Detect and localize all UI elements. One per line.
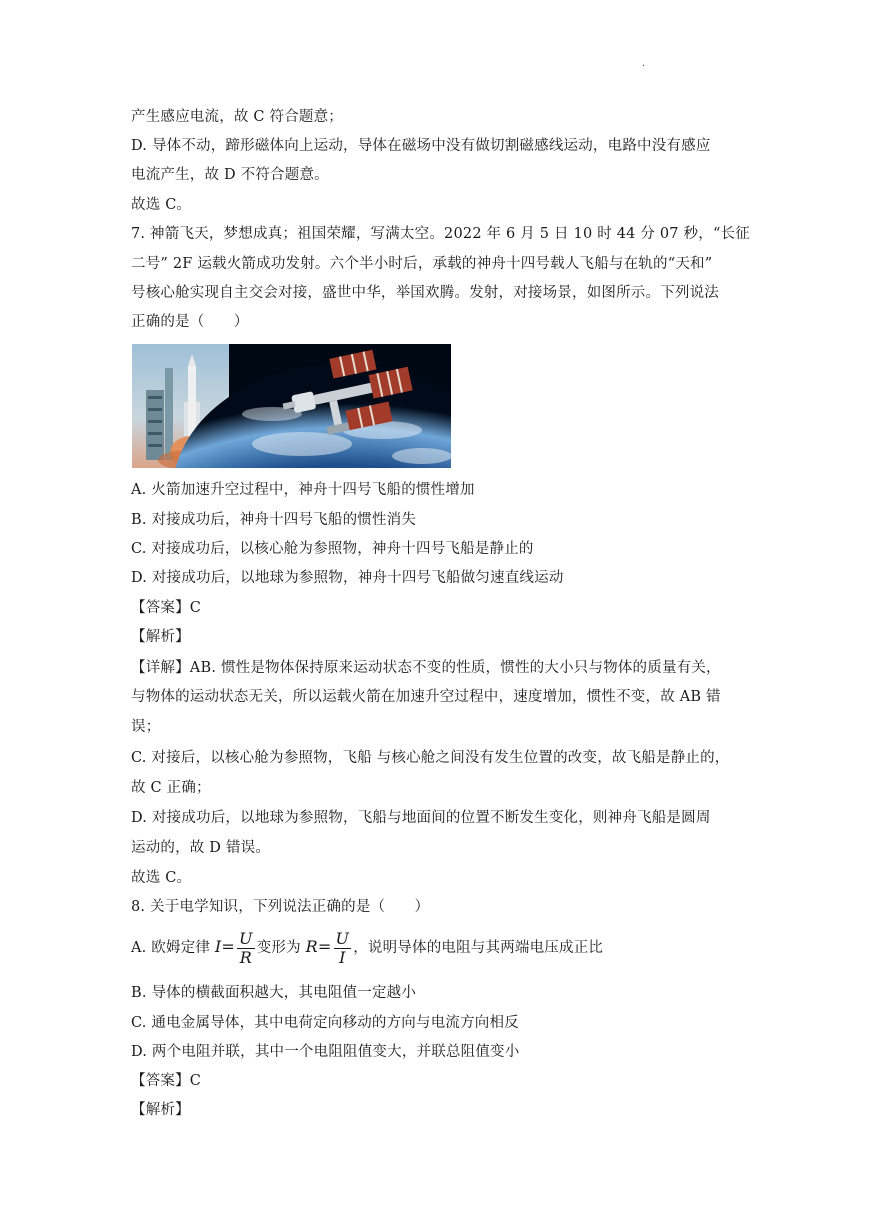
detail-line: 误； xyxy=(131,719,161,735)
text-line: 正确的是（ ） xyxy=(131,314,249,330)
detail-line: 与物体的运动状态无关，所以运载火箭在加速升空过程中，速度增加，惯性不变，故 AB 错 xyxy=(131,689,721,705)
text-line: 电流产生，故 D 不符合题意。 xyxy=(131,167,329,183)
option-7c: C. 对接成功后，以核心舱为参照物，神舟十四号飞船是静止的 xyxy=(131,541,534,557)
text-line: 号核心舱实现自主交会对接，盛世中华，举国欢腾。发射，对接场景，如图所示。下列说法 xyxy=(131,285,719,301)
text-line: 产生感应电流，故 C 符合题意； xyxy=(131,109,344,125)
answer-7: 【答案】C xyxy=(131,600,202,616)
option-8a xyxy=(131,926,603,969)
resistance-lhs: R= xyxy=(305,937,332,956)
option-7d: D. 对接成功后，以地球为参照物，神舟十四号飞船做匀速直线运动 xyxy=(131,570,564,586)
detail-line: 故 C 正确； xyxy=(131,780,211,796)
text-line: 故选 C。 xyxy=(131,197,192,213)
fraction-u-over-i xyxy=(334,930,352,967)
fraction-numerator: U xyxy=(335,928,350,948)
fraction-numerator: U xyxy=(239,928,253,948)
question-8-stem: 8. 关于电学知识，下列说法正确的是（ ） xyxy=(131,899,430,915)
detail-line: 故选 C。 xyxy=(131,870,192,886)
text-line: 二号” 2F 运载火箭成功发射。六个半小时后，承载的神舟十四号载人飞船与在轨的“天和” xyxy=(131,256,713,272)
text-line: D. 导体不动，蹄形磁体向上运动，导体在磁场中没有做切割磁感线运动，电路中没有感应 xyxy=(131,138,711,154)
ohm-law-lhs: I= xyxy=(214,937,236,956)
fraction-denominator: R xyxy=(239,947,253,967)
analysis-label-8: 【解析】 xyxy=(131,1102,190,1118)
option-8d: D. 两个电阻并联，其中一个电阻阻值变大，并联总阻值变小 xyxy=(131,1044,520,1060)
fraction-denominator: I xyxy=(339,947,346,967)
option-8a-suffix: ，说明导体的电阻与其两端电压成正比 xyxy=(353,940,604,956)
launch-and-docking-photo xyxy=(132,344,451,468)
detail-line: C. 对接后，以核心舱为参照物，飞船 与核心舱之间没有发生位置的改变，故飞船是静止的， xyxy=(131,750,730,766)
option-7a: A. 火箭加速升空过程中，神舟十四号飞船的惯性增加 xyxy=(131,482,475,498)
option-8b: B. 导体的横截面积越大，其电阻值一定越小 xyxy=(131,985,417,1001)
option-7b: B. 对接成功后，神舟十四号飞船的惯性消失 xyxy=(131,512,417,528)
option-8a-mid: 变形为 xyxy=(256,940,306,956)
answer-8: 【答案】C xyxy=(131,1073,202,1089)
page-dot: . xyxy=(642,58,646,69)
question-7-stem: 7. 神箭飞天，梦想成真；祖国荣耀，写满太空。2022 年 6 月 5 日 10 时 44 分 07 秒，“长征 xyxy=(131,226,750,242)
option-8a-prefix: A. 欧姆定律 xyxy=(131,940,215,956)
detail-line: 运动的，故 D 错误。 xyxy=(131,840,271,856)
detail-line: 【详解】AB. 惯性是物体保持原来运动状态不变的性质，惯性的大小只与物体的质量有关， xyxy=(131,660,721,676)
option-8c: C. 通电金属导体，其中电荷定向移动的方向与电流方向相反 xyxy=(131,1015,519,1031)
fraction-u-over-r xyxy=(237,930,255,967)
detail-line: D. 对接成功后，以地球为参照物，飞船与地面间的位置不断发生变化，则神舟飞船是圆周 xyxy=(131,810,711,826)
analysis-label-7: 【解析】 xyxy=(131,629,190,645)
